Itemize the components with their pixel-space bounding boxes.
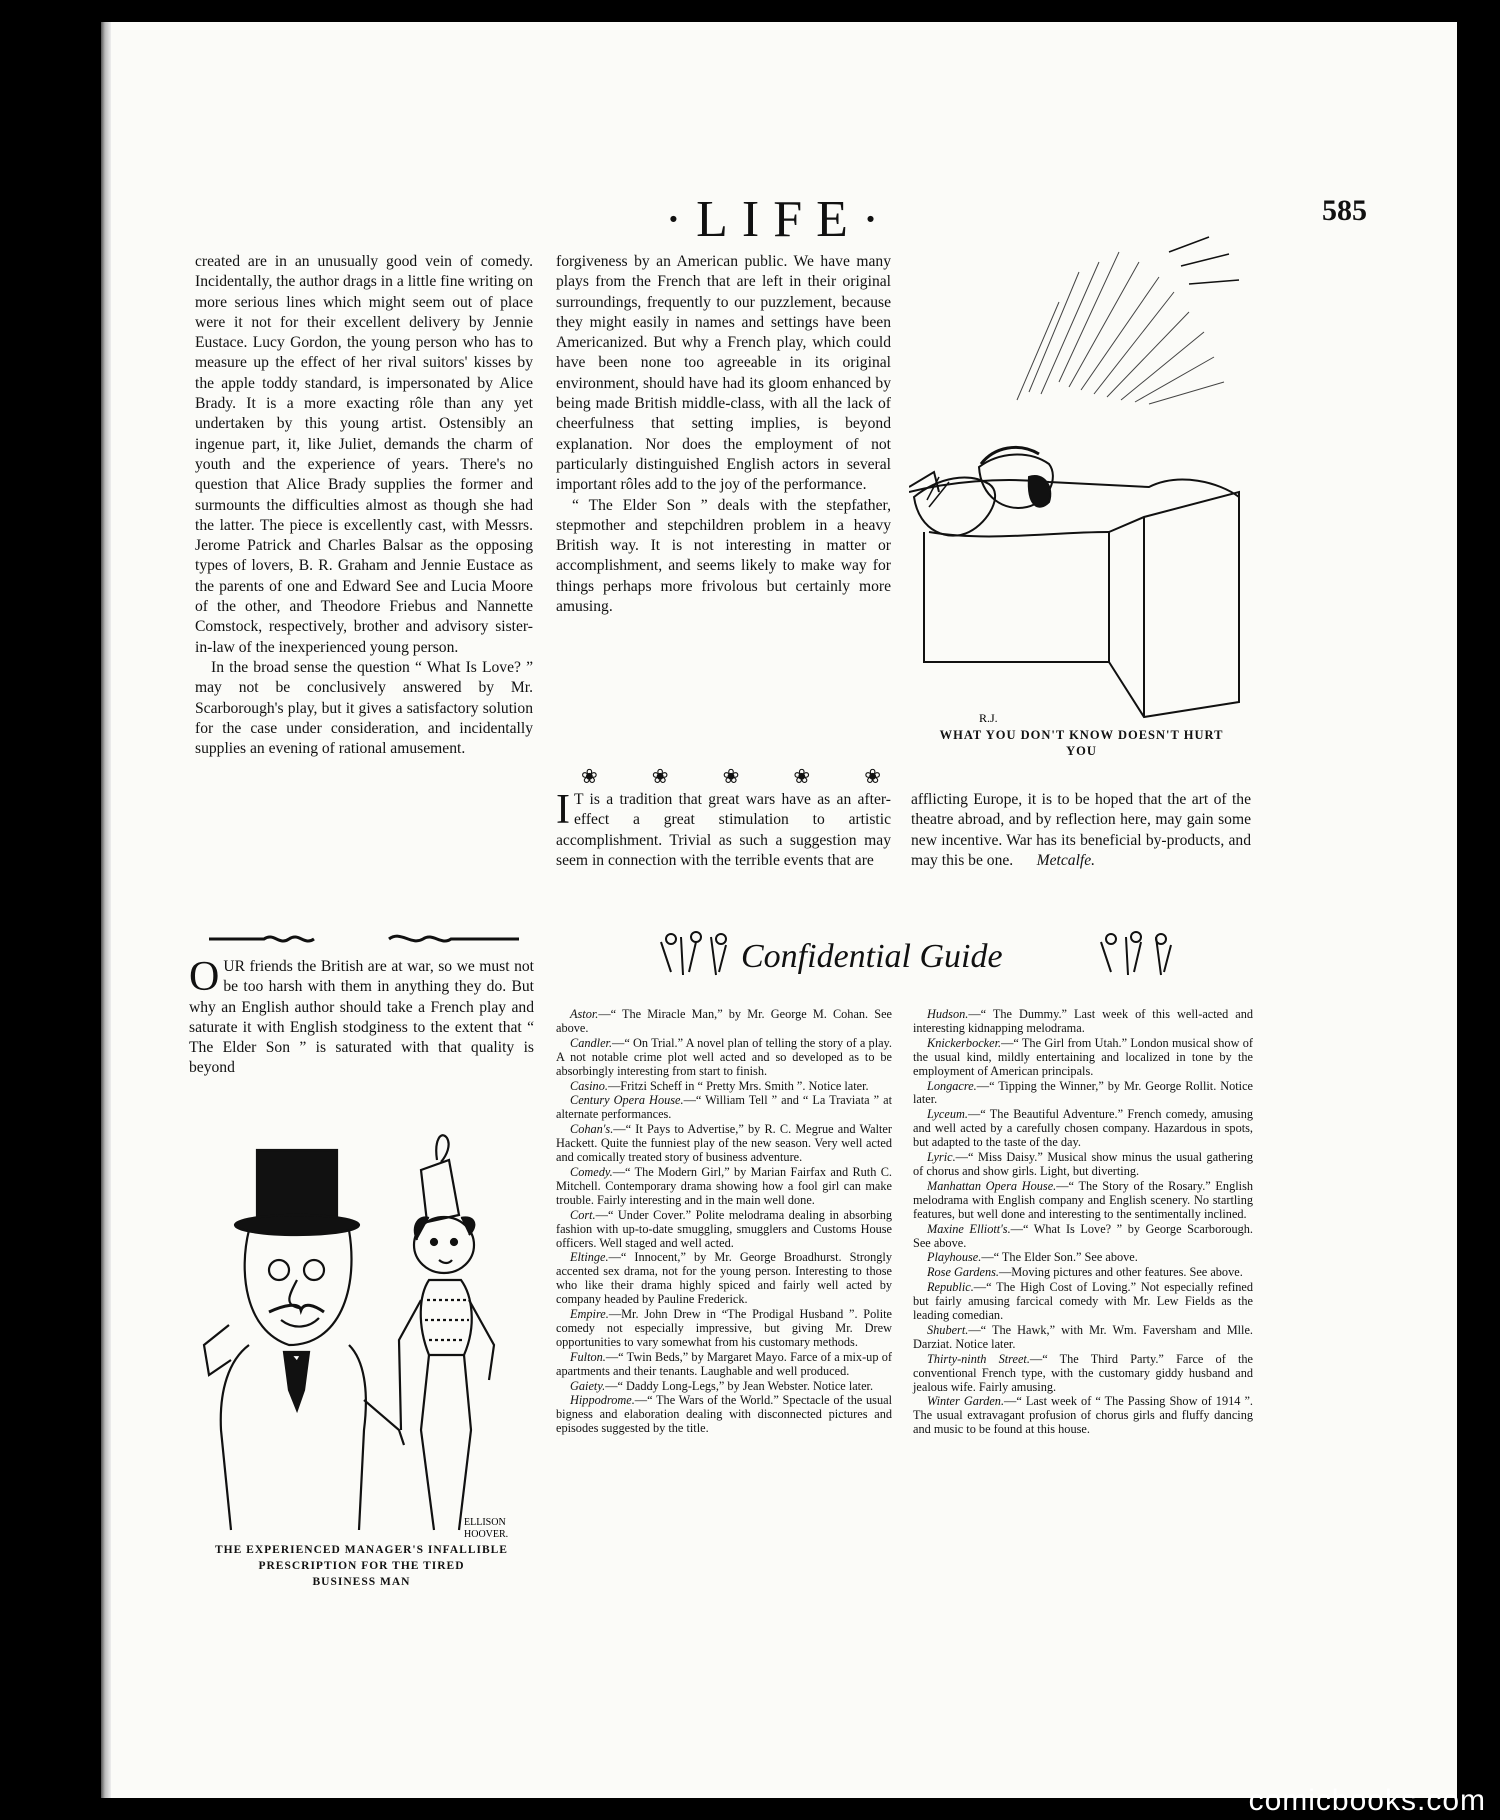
guide-venue: Manhattan Opera House. bbox=[927, 1178, 1057, 1193]
guide-text: —“ The Hawk,” with Mr. Wm. Faversham and Mlle. Darziat. Notice later. bbox=[913, 1322, 1253, 1351]
guide-entry bbox=[913, 1266, 1253, 1280]
cartoon-signature: ELLISON bbox=[464, 1517, 506, 1528]
masthead: ·LIFE· bbox=[664, 191, 894, 248]
caption-line: BUSINESS MAN bbox=[312, 1576, 411, 1588]
guide-text: —“ Daddy Long-Legs,” by Jean Webster. Notice later. bbox=[605, 1378, 874, 1393]
guide-text: —“ The Wars of the World.” Spectacle of the usual bigness and elaboration dealing with disconnected pictures and episodes suggested by the title. bbox=[556, 1393, 892, 1436]
guide-text: —“ The Elder Son.” See above. bbox=[981, 1250, 1138, 1265]
guide-entry bbox=[913, 1037, 1253, 1079]
guide-venue: Fulton. bbox=[570, 1349, 606, 1364]
guide-venue: Astor. bbox=[570, 1007, 599, 1021]
guide-entry bbox=[913, 1395, 1253, 1437]
review-paragraph: forgiveness by an American public. We have many plays from the French that are left in their original surroundings, frequently to our puzzlement, because they might easily in names and settings have been Americanized. But why a French play, which could have been none too agreeable in its original environment, should have had its gloom enhanced by being made British middle-class, with all the lack of cheerfulness that setting implies, is beyond explanation. Nor does the employment of not particularly distinguished English actors in several important rôles add to the joy of the performance. bbox=[556, 253, 891, 494]
guide-entry bbox=[913, 1353, 1253, 1395]
guide-venue: Gaiety. bbox=[570, 1378, 606, 1393]
guide-venue: Knickerbocker. bbox=[927, 1035, 1002, 1050]
guide-entry bbox=[556, 1308, 892, 1350]
guide-entry bbox=[556, 1380, 892, 1394]
guide-text: —Moving pictures and other features. See above. bbox=[998, 1265, 1243, 1280]
guide-entry bbox=[556, 1123, 892, 1165]
review-paragraph: “ The Elder Son ” deals with the stepfather, stepmother and stepchildren problem in a heavy British way. It is not interesting in matter or accomplishment, and seems likely to make way for things perhaps more frivolous but certainly more amusing. bbox=[556, 496, 891, 616]
guide-entry bbox=[913, 1108, 1253, 1150]
war-essay-text: T is a tradition that great wars have as an after-effect a great stimulation to artistic accomplishment. Trivial as such a suggestion may seem in connection with the terrible events that are bbox=[556, 791, 891, 869]
guide-venue: Hippodrome. bbox=[570, 1393, 635, 1408]
guide-venue: Empire. bbox=[570, 1307, 609, 1322]
guide-entry bbox=[556, 1008, 892, 1036]
guide-text: —“ Last week of “ The Passing Show of 1914 ”. The usual extravagant profusion of chorus girls and fluffy dancing and music to be found at this house. bbox=[913, 1394, 1253, 1437]
cartoon-signature: HOOVER. bbox=[464, 1529, 509, 1540]
guide-entry bbox=[556, 1166, 892, 1208]
guide-venue: Candler. bbox=[570, 1035, 613, 1050]
drop-cap: O bbox=[189, 954, 220, 1000]
guide-text: —Mr. John Drew in “The Prodigal Husband ”. Polite comedy not especially impressive, but giving Mr. Drew opportunities to vary somewhat from his customary methods. bbox=[556, 1307, 892, 1349]
guide-venue: Thirty-ninth Street. bbox=[927, 1351, 1030, 1366]
review-column-1 bbox=[195, 252, 533, 759]
british-essay-text: UR friends the British are at war, so we must not be too harsh with them in anything they do. But why an English author should take a French play and saturate it with English stodginess to the extent that “ The Elder Son ” is saturated with that quality is beyond bbox=[189, 958, 534, 1077]
manager-chorus-girl-cartoon bbox=[189, 1130, 534, 1540]
review-paragraph: created are in an unusually good vein of comedy. Incidentally, the author drags in a little fine writing on more serious lines which might seem out of place were it not for their excellent delivery by Jennie Eustace. Lucy Gordon, the young person who has to measure up the effect of her rival suitors' kisses by the apple toddy standard, is impersonated by Alice Brady. It is a more exacting rôle than any yet undertaken by this young artist. Ostensibly an ingenue part, it, like Juliet, demands the charm of youth and the experience of years. There's no question that Alice Brady supplies the former and surmounts the difficulties almost as though she had the latter. The piece is excellently cast, with Messrs. Jerome Patrick and Charles Balsar as the opposing types of lovers, B. R. Graham and Jennie Eustace as the parents of one and Edward See and Lucia Moore of the other, and Theodore Friebus and Nannette Comstock, respectively, brother and advisory sister-in-law of the inexperienced young person. bbox=[195, 253, 533, 656]
war-essay-part-1 bbox=[556, 787, 891, 871]
guide-entry bbox=[913, 1151, 1253, 1179]
guide-venue: Lyceum. bbox=[927, 1107, 968, 1122]
guide-venue: Century Opera House. bbox=[570, 1093, 684, 1108]
guide-venue: Casino. bbox=[570, 1078, 608, 1093]
guide-text: —“ It Pays to Advertise,” by R. C. Megrue and Walter Hackett. Quite the funniest play of the new season. Very well acted and comically treated story of business adventure. bbox=[556, 1122, 892, 1165]
guide-entry bbox=[556, 1394, 892, 1436]
guide-entry bbox=[556, 1037, 892, 1079]
guide-venue: Rose Gardens. bbox=[927, 1265, 999, 1280]
ornament-icon: ❀ bbox=[722, 766, 740, 788]
guide-venue: Cort. bbox=[570, 1207, 596, 1222]
guide-text: —“ The Beautiful Adventure.” French comedy, amusing and well acted by a carefully chosen company. Hazardous in spots, but adapted to the taste of the day. bbox=[913, 1107, 1253, 1150]
guide-text: —“ The Third Party.” Farce of the conventional French type, with the customary giddy husband and jealous wife. Fairly amusing. bbox=[913, 1351, 1253, 1394]
guide-entry bbox=[556, 1209, 892, 1251]
caption-line: YOU bbox=[1066, 744, 1097, 758]
guide-text: —“ The Story of the Rosary.” English melodrama with English company and English scenery. No startling features, but well done and interesting to the sentimentally inclined. bbox=[913, 1178, 1253, 1221]
drop-cap: I bbox=[556, 787, 570, 833]
guide-text: —“ On Trial.” A novel plan of telling the story of a play. A not notable crime plot well acted and so developed as to be absorbingly interesting from start to finish. bbox=[556, 1035, 892, 1078]
guide-entry bbox=[556, 1080, 892, 1094]
guide-venue: Hudson. bbox=[927, 1007, 969, 1021]
guide-venue: Shubert. bbox=[927, 1322, 969, 1337]
guide-venue: Maxine Elliott's. bbox=[927, 1221, 1011, 1236]
guide-text: —“ The Miracle Man,” by Mr. George M. Cohan. See above. bbox=[556, 1007, 892, 1035]
guide-entry bbox=[913, 1180, 1253, 1222]
guide-entry bbox=[913, 1008, 1253, 1036]
page-gutter bbox=[101, 22, 111, 1798]
guide-text: —“ The Girl from Utah.” London musical show of the usual kind, mildly entertaining and localized in tone by the employment of American principals. bbox=[913, 1035, 1253, 1078]
guide-text: —“ The Dummy.” Last week of this well-acted and interesting kidnapping melodrama. bbox=[913, 1007, 1253, 1035]
guide-text: —“ Tipping the Winner,” by Mr. George Rollit. Notice later. bbox=[913, 1078, 1253, 1107]
guide-entry bbox=[913, 1324, 1253, 1352]
guide-entry bbox=[556, 1351, 892, 1379]
guide-column-1 bbox=[556, 1008, 892, 1437]
war-essay-part-2 bbox=[911, 790, 1251, 871]
confidential-guide-heading bbox=[641, 927, 1261, 987]
guide-text: —“ The High Cost of Loving.” Not especially refined but fairly amusing farcical comedy with Mr. Lew Fields as the leading comedian. bbox=[913, 1280, 1253, 1323]
page-number: 585 bbox=[1322, 194, 1367, 227]
guide-entry bbox=[556, 1094, 892, 1122]
ornament-icon: ❀ bbox=[581, 766, 598, 788]
guide-venue: Playhouse. bbox=[927, 1250, 982, 1265]
ornament-icon: ❀ bbox=[793, 766, 811, 788]
guide-venue: Longacre. bbox=[927, 1078, 977, 1093]
guide-venue: Lyric. bbox=[927, 1150, 956, 1165]
guide-entry bbox=[913, 1281, 1253, 1323]
section-ornaments bbox=[581, 764, 881, 789]
guide-entry bbox=[913, 1223, 1253, 1251]
guide-text: —“ William Tell ” and “ La Traviata ” at alternate performances. bbox=[556, 1093, 892, 1122]
caption-line: PRESCRIPTION FOR THE TIRED bbox=[258, 1560, 465, 1572]
guide-venue: Winter Garden. bbox=[927, 1394, 1005, 1409]
guide-text: —Fritzi Scheff in “ Pretty Mrs. Smith ”. Notice later. bbox=[607, 1078, 869, 1093]
guide-text: —“ The Modern Girl,” by Marian Fairfax and Ruth C. Mitchell. Contemporary drama showing how a fool girl can make trouble. Fairly interesting and in the main well done. bbox=[556, 1164, 892, 1207]
british-essay bbox=[189, 954, 534, 1079]
site-watermark: comicbooks.com bbox=[1248, 1784, 1486, 1817]
guide-venue: Cohan's. bbox=[570, 1122, 614, 1137]
guide-text: —“ Miss Daisy.” Musical show minus the usual gathering of chorus and show girls. Light, but diverting. bbox=[913, 1150, 1253, 1178]
cartoon-signature: R.J. bbox=[979, 711, 998, 722]
guide-venue: Comedy. bbox=[570, 1164, 613, 1179]
caption-line: THE EXPERIENCED MANAGER'S INFALLIBLE bbox=[215, 1544, 508, 1556]
section-divider bbox=[189, 924, 534, 954]
bottom-cartoon-caption bbox=[189, 1542, 534, 1590]
ornament-icon: ❀ bbox=[864, 766, 881, 788]
guide-text: —“ What Is Love? ” by George Scarborough. See above. bbox=[913, 1221, 1253, 1250]
sleeping-cartoon-illustration bbox=[909, 232, 1254, 722]
guide-title: Confidential Guide bbox=[741, 938, 1003, 975]
guide-text: —“ Twin Beds,” by Margaret Mayo. Farce of a mix-up of apartments and their tenants. Laughable and well produced. bbox=[556, 1349, 892, 1378]
review-paragraph: In the broad sense the question “ What Is Love? ” may not be conclusively answered by Mr. Scarborough's play, but it gives a satisfactory solution for the case under consideration, and incidentally supplies an evening of rational amusement. bbox=[195, 658, 533, 758]
guide-text: —“ Innocent,” by Mr. George Broadhurst. Strongly accented sex drama, not for the young person. Interesting to those who like their drama highly spiced and fairly well acted by company headed by Pauline Frederick. bbox=[556, 1250, 892, 1307]
review-column-2 bbox=[556, 252, 891, 617]
guide-entry bbox=[913, 1251, 1253, 1265]
guide-entry bbox=[556, 1251, 892, 1307]
ornament-icon: ❀ bbox=[651, 766, 669, 788]
guide-venue: Eltinge. bbox=[570, 1250, 609, 1265]
guide-text: —“ Under Cover.” Polite melodrama dealing in absorbing fashion with up-to-date smuggling, smugglers and Customs House officers. Well staged and well acted. bbox=[556, 1207, 892, 1250]
author-signature: Metcalfe. bbox=[1036, 851, 1096, 869]
top-cartoon-caption bbox=[909, 727, 1254, 759]
war-essay-text: afflicting Europe, it is to be hoped that the art of the theatre abroad, and by reflection here, may gain some new incentive. War has its beneficial by-products, and may this be one. bbox=[911, 791, 1251, 869]
magazine-page bbox=[101, 22, 1457, 1798]
guide-column-2 bbox=[913, 1008, 1253, 1438]
guide-venue: Republic. bbox=[927, 1280, 974, 1295]
caption-line: WHAT YOU DON'T KNOW DOESN'T HURT bbox=[939, 728, 1224, 742]
guide-entry bbox=[913, 1080, 1253, 1108]
